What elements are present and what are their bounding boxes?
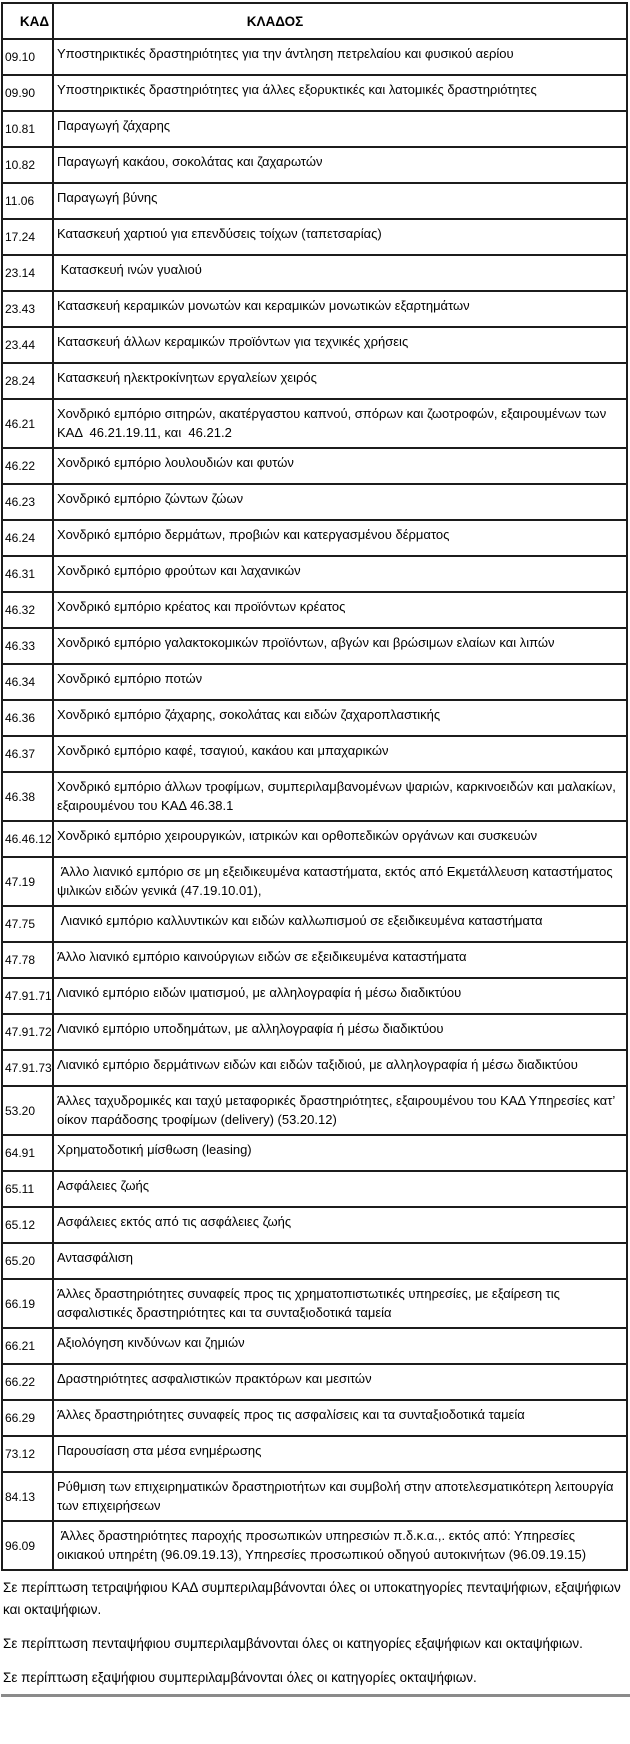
sector-cell: Χονδρικό εμπόριο άλλων τροφίμων, συμπεριλαμβανομένων ψαριών, καρκινοειδών και μαλακίων, εξαιρουμένου του ΚΑΔ 46.38.1	[53, 772, 627, 821]
footnote: Σε περίπτωση πενταψήφιου συμπεριλαμβάνονται όλες οι κατηγορίες εξαψήφιων και οκταψήφιων.	[3, 1636, 583, 1651]
kad-code-cell: 47.78	[2, 942, 53, 978]
table-row	[2, 255, 627, 291]
table-row	[2, 857, 627, 906]
kad-code-cell: 23.43	[2, 291, 53, 327]
kad-code-cell: 23.44	[2, 327, 53, 363]
kad-code-cell: 10.81	[2, 111, 53, 147]
table-row	[2, 664, 627, 700]
kad-code-cell: 46.32	[2, 592, 53, 628]
table-row	[2, 183, 627, 219]
table-row	[2, 1135, 627, 1171]
table-row	[2, 1472, 627, 1521]
sector-cell: Χρηματοδοτική μίσθωση (leasing)	[53, 1135, 627, 1171]
sector-cell: Χονδρικό εμπόριο σιτηρών, ακατέργαστου καπνού, σπόρων και ζωοτροφών, εξαιρουμένων των ΚΑΔ 46.21.19.11, και 46.21.2	[53, 399, 627, 448]
kad-table-body	[2, 39, 627, 1570]
table-row	[2, 1521, 627, 1570]
sector-cell: Κατασκευή κεραμικών μονωτών και κεραμικών μονωτικών εξαρτημάτων	[53, 291, 627, 327]
sector-cell: Χονδρικό εμπόριο καφέ, τσαγιού, κακάου και μπαχαρικών	[53, 736, 627, 772]
kad-code-cell: 66.21	[2, 1328, 53, 1364]
sector-cell: Χονδρικό εμπόριο φρούτων και λαχανικών	[53, 556, 627, 592]
kad-code-cell: 47.91.71	[2, 978, 53, 1014]
table-row	[2, 1171, 627, 1207]
kad-code-cell: 47.19	[2, 857, 53, 906]
kad-code-cell: 66.22	[2, 1364, 53, 1400]
kad-code-cell: 65.20	[2, 1243, 53, 1279]
sector-cell: Κατασκευή χαρτιού για επενδύσεις τοίχων (ταπετσαρίας)	[53, 219, 627, 255]
kad-code-cell: 66.19	[2, 1279, 53, 1328]
kad-code-cell: 46.21	[2, 399, 53, 448]
table-row	[2, 520, 627, 556]
table-row	[2, 1364, 627, 1400]
kad-code-cell: 47.75	[2, 906, 53, 942]
kad-code-cell: 53.20	[2, 1086, 53, 1135]
sector-cell: Χονδρικό εμπόριο κρέατος και προϊόντων κρέατος	[53, 592, 627, 628]
sector-cell: Άλλο λιανικό εμπόριο καινούργιων ειδών σε εξειδικευμένα καταστήματα	[53, 942, 627, 978]
table-row	[2, 1050, 627, 1086]
sector-cell: Αξιολόγηση κινδύνων και ζημιών	[53, 1328, 627, 1364]
sector-column-header: ΚΛΑΔΟΣ	[53, 3, 627, 39]
table-row	[2, 1086, 627, 1135]
sector-cell: Άλλο λιανικό εμπόριο σε μη εξειδικευμένα καταστήματα, εκτός από Εκμετάλλευση καταστήματος ψιλικών ειδών γενικά (47.19.10.01),	[53, 857, 627, 906]
kad-code-cell: 65.11	[2, 1171, 53, 1207]
table-row	[2, 906, 627, 942]
table-header-row	[2, 3, 627, 39]
kad-code-cell: 96.09	[2, 1521, 53, 1570]
table-row	[2, 147, 627, 183]
table-row	[2, 75, 627, 111]
footnotes	[1, 1571, 629, 1689]
kad-code-cell: 46.36	[2, 700, 53, 736]
table-row	[2, 484, 627, 520]
sector-cell: Υποστηρικτικές δραστηριότητες για την άντληση πετρελαίου και φυσικού αερίου	[53, 39, 627, 75]
sector-cell: Άλλες ταχυδρομικές και ταχύ μεταφορικές δραστηριότητες, εξαιρουμένου του ΚΑΔ Υπηρεσίες κατ’ οίκον παράδοσης τροφίμων (delivery) (53.20.12)	[53, 1086, 627, 1135]
kad-code-cell: 10.82	[2, 147, 53, 183]
sector-cell: Άλλες δραστηριότητες συναφείς προς τις χρηματοπιστωτικές υπηρεσίες, με εξαίρεση τις ασφαλιστικές δραστηριότητες και τα συνταξιοδοτικά ταμεία	[53, 1279, 627, 1328]
sector-cell: Παραγωγή βύνης	[53, 183, 627, 219]
table-row	[2, 327, 627, 363]
table-row	[2, 448, 627, 484]
sector-cell: Κατασκευή ηλεκτροκίνητων εργαλείων χειρός	[53, 363, 627, 399]
footnote: Σε περίπτωση εξαψήφιου συμπεριλαμβάνονται όλες οι κατηγορίες οκταψήφιων.	[3, 1670, 477, 1685]
sector-cell: Χονδρικό εμπόριο λουλουδιών και φυτών	[53, 448, 627, 484]
table-row	[2, 736, 627, 772]
sector-cell: Λιανικό εμπόριο ειδών ιματισμού, με αλληλογραφία ή μέσω διαδικτύου	[53, 978, 627, 1014]
sector-cell: Χονδρικό εμπόριο δερμάτων, προβιών και κατεργασμένου δέρματος	[53, 520, 627, 556]
sector-cell: Παραγωγή ζάχαρης	[53, 111, 627, 147]
sector-cell: Κατασκευή ινών γυαλιού	[53, 255, 627, 291]
table-row	[2, 1436, 627, 1472]
table-row	[2, 1400, 627, 1436]
table-row	[2, 628, 627, 664]
table-row	[2, 1207, 627, 1243]
table-row	[2, 592, 627, 628]
kad-code-cell: 11.06	[2, 183, 53, 219]
table-row	[2, 1243, 627, 1279]
table-row	[2, 700, 627, 736]
kad-code-cell: 46.22	[2, 448, 53, 484]
footnote: Σε περίπτωση τετραψήφιου ΚΑΔ συμπεριλαμβάνονται όλες οι υποκατηγορίες πενταψήφιων, εξαψήφιων και οκταψήφιων.	[3, 1580, 625, 1617]
kad-code-cell: 17.24	[2, 219, 53, 255]
table-row	[2, 1014, 627, 1050]
sector-cell: Υποστηρικτικές δραστηριότητες για άλλες εξορυκτικές και λατομικές δραστηριότητες	[53, 75, 627, 111]
kad-code-cell: 23.14	[2, 255, 53, 291]
table-row	[2, 772, 627, 821]
kad-code-cell: 09.10	[2, 39, 53, 75]
table-row	[2, 219, 627, 255]
kad-code-cell: 46.31	[2, 556, 53, 592]
sector-cell: Ασφάλειες ζωής	[53, 1171, 627, 1207]
sector-cell: Ρύθμιση των επιχειρηματικών δραστηριοτήτων και συμβολή στην αποτελεσματικότερη λειτουργία των επιχειρήσεων	[53, 1472, 627, 1521]
sector-cell: Λιανικό εμπόριο υποδημάτων, με αλληλογραφία ή μέσω διαδικτύου	[53, 1014, 627, 1050]
sector-cell: Κατασκευή άλλων κεραμικών προϊόντων για τεχνικές χρήσεις	[53, 327, 627, 363]
kad-code-cell: 66.29	[2, 1400, 53, 1436]
table-row	[2, 291, 627, 327]
kad-code-cell: 46.34	[2, 664, 53, 700]
kad-code-cell: 46.38	[2, 772, 53, 821]
table-row	[2, 39, 627, 75]
kad-code-cell: 73.12	[2, 1436, 53, 1472]
table-row	[2, 1279, 627, 1328]
table-row	[2, 821, 627, 857]
kad-code-cell: 46.37	[2, 736, 53, 772]
sector-cell: Χονδρικό εμπόριο ζώντων ζώων	[53, 484, 627, 520]
sector-cell: Δραστηριότητες ασφαλιστικών πρακτόρων και μεσιτών	[53, 1364, 627, 1400]
kad-code-cell: 46.46.12	[2, 821, 53, 857]
code-column-header: ΚΑΔ	[2, 3, 53, 39]
kad-code-cell: 28.24	[2, 363, 53, 399]
sector-cell: Παρουσίαση στα μέσα ενημέρωσης	[53, 1436, 627, 1472]
table-row	[2, 363, 627, 399]
sector-cell: Χονδρικό εμπόριο χειρουργικών, ιατρικών και ορθοπεδικών οργάνων και συσκευών	[53, 821, 627, 857]
sector-cell: Ασφάλειες εκτός από τις ασφάλειες ζωής	[53, 1207, 627, 1243]
kad-code-cell: 64.91	[2, 1135, 53, 1171]
table-row	[2, 1328, 627, 1364]
kad-table	[1, 2, 628, 1571]
kad-code-cell: 09.90	[2, 75, 53, 111]
table-row	[2, 399, 627, 448]
kad-code-cell: 47.91.73	[2, 1050, 53, 1086]
bottom-divider	[1, 1694, 630, 1697]
table-row	[2, 556, 627, 592]
kad-code-cell: 65.12	[2, 1207, 53, 1243]
kad-code-cell: 47.91.72	[2, 1014, 53, 1050]
sector-cell: Χονδρικό εμπόριο ζάχαρης, σοκολάτας και ειδών ζαχαροπλαστικής	[53, 700, 627, 736]
sector-cell: Λιανικό εμπόριο δερμάτινων ειδών και ειδών ταξιδιού, με αλληλογραφία ή μέσω διαδικτύου	[53, 1050, 627, 1086]
sector-cell: Χονδρικό εμπόριο γαλακτοκομικών προϊόντων, αβγών και βρώσιμων ελαίων και λιπών	[53, 628, 627, 664]
sector-cell: Χονδρικό εμπόριο ποτών	[53, 664, 627, 700]
sector-cell: Λιανικό εμπόριο καλλυντικών και ειδών καλλωπισμού σε εξειδικευμένα καταστήματα	[53, 906, 627, 942]
kad-code-cell: 46.23	[2, 484, 53, 520]
table-row	[2, 978, 627, 1014]
sector-cell: Άλλες δραστηριότητες συναφείς προς τις ασφαλίσεις και τα συνταξιοδοτικά ταμεία	[53, 1400, 627, 1436]
kad-code-cell: 84.13	[2, 1472, 53, 1521]
sector-cell: Παραγωγή κακάου, σοκολάτας και ζαχαρωτών	[53, 147, 627, 183]
table-row	[2, 942, 627, 978]
sector-cell: Αντασφάλιση	[53, 1243, 627, 1279]
kad-code-cell: 46.24	[2, 520, 53, 556]
kad-code-cell: 46.33	[2, 628, 53, 664]
sector-cell: Άλλες δραστηριότητες παροχής προσωπικών υπηρεσιών π.δ.κ.α.,. εκτός από: Υπηρεσίες οικιακού υπηρέτη (96.09.19.13), Υπηρεσίες προσωπικού οδηγού αυτοκινήτων (96.09.19.15)	[53, 1521, 627, 1570]
table-row	[2, 111, 627, 147]
